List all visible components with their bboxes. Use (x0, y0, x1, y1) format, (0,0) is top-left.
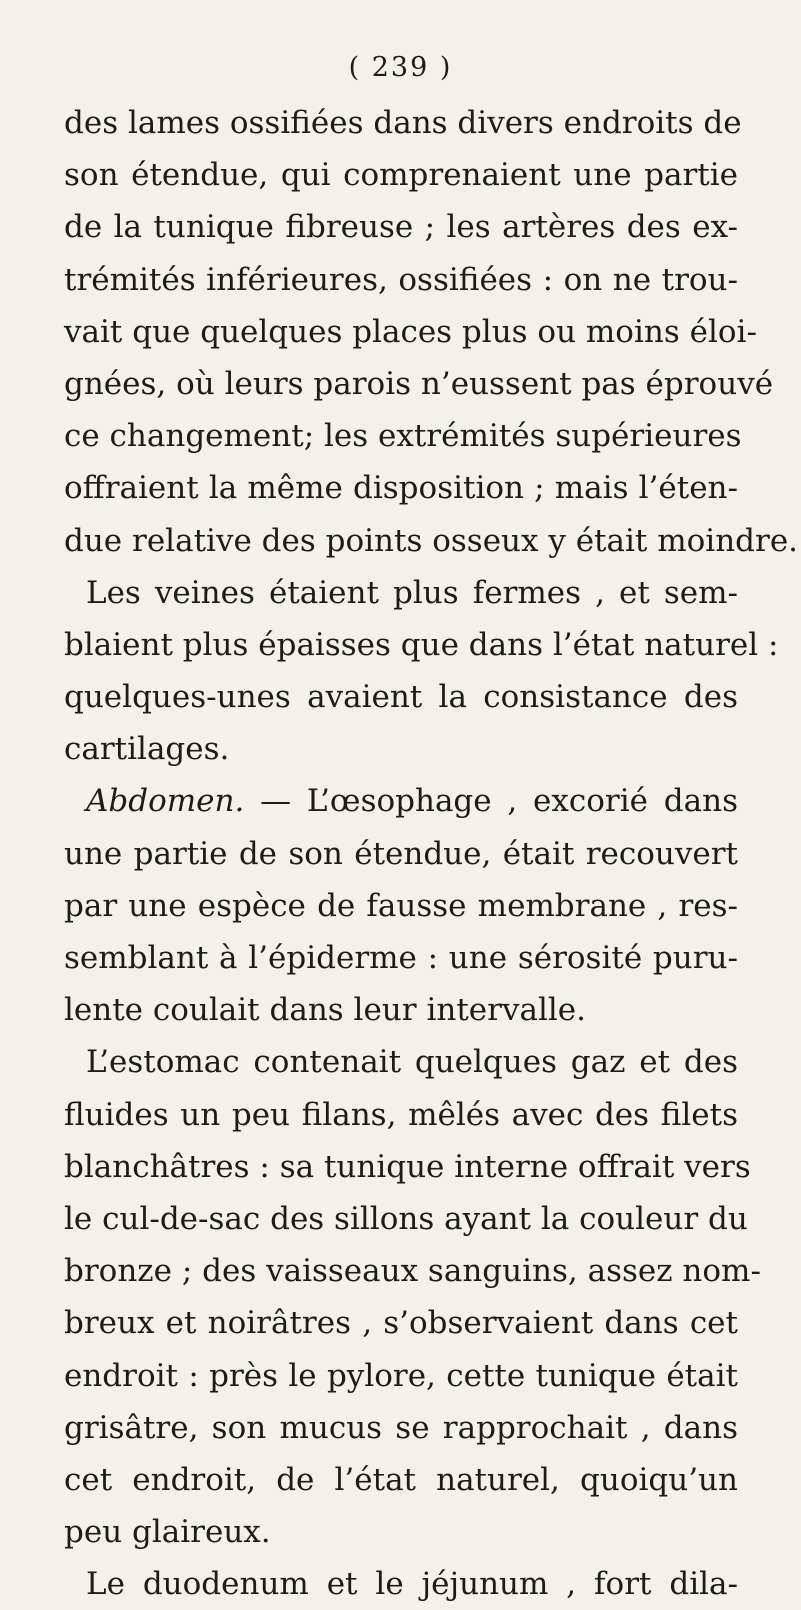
text-line: gnées, où leurs parois n’eussent pas éprouvé (64, 365, 774, 402)
text-line: Les veines étaient plus fermes , et sem- (86, 574, 738, 611)
text-line: des lames ossifiées dans divers endroits de (64, 105, 742, 141)
text-line: breux et noirâtres , s’observaient dans cet (64, 1305, 738, 1342)
text-line: par une espèce de fausse membrane , res- (64, 887, 738, 924)
text-line: due relative des points osseux y était moindre. (64, 522, 799, 559)
text-line: une partie de son étendue, était recouvert (64, 835, 738, 872)
text-line: cartilages. (64, 731, 230, 768)
text-line: offraient la même disposition ; mais l’éten- (64, 470, 738, 507)
text-line: endroit : près le pylore, cette tunique était (64, 1357, 738, 1394)
text-line: blanchâtres : sa tunique interne offrait vers (64, 1148, 751, 1185)
text-line: L’estomac contenait quelques gaz et des (86, 1044, 738, 1081)
section-heading: Abdomen. (86, 783, 245, 820)
text-line: son étendue, qui comprenaient une partie (64, 157, 738, 194)
text-line: de la tunique fibreuse ; les artères des ex- (64, 209, 738, 246)
text-line: vait que quelques places plus ou moins éloi- (64, 313, 757, 350)
text-line: trémités inférieures, ossifiées : on ne trou- (64, 261, 738, 298)
text-line: cet endroit, de l’état naturel, quoiqu’un (64, 1461, 738, 1498)
body-text (64, 97, 799, 1610)
text-line: semblant à l’épiderme : une sérosité puru- (64, 940, 738, 976)
text-line: peu glaireux. (64, 1514, 271, 1551)
text-line: fluides un peu filans, mêlés avec des filets (64, 1096, 738, 1133)
text-line: grisâtre, son mucus se rapprochait , dans (64, 1409, 738, 1446)
text-line: le cul-de-sac des sillons ayant la couleur du (64, 1200, 748, 1237)
text-line: ce changement; les extrémités supérieures (64, 418, 742, 455)
section-line (64, 775, 738, 827)
text-line: lente coulait dans leur intervalle. (64, 992, 586, 1029)
text-line: Le duodenum et le jéjunum , fort dila- (86, 1566, 738, 1603)
text-span: — L’œsophage , excorié dans (260, 783, 738, 820)
text-line: bronze ; des vaisseaux sanguins, assez nom- (64, 1253, 761, 1290)
text-line: quelques-unes avaient la consistance des (64, 679, 738, 716)
page-number: ( 239 ) (348, 52, 453, 83)
text-line: blaient plus épaisses que dans l’état naturel : (64, 626, 779, 663)
